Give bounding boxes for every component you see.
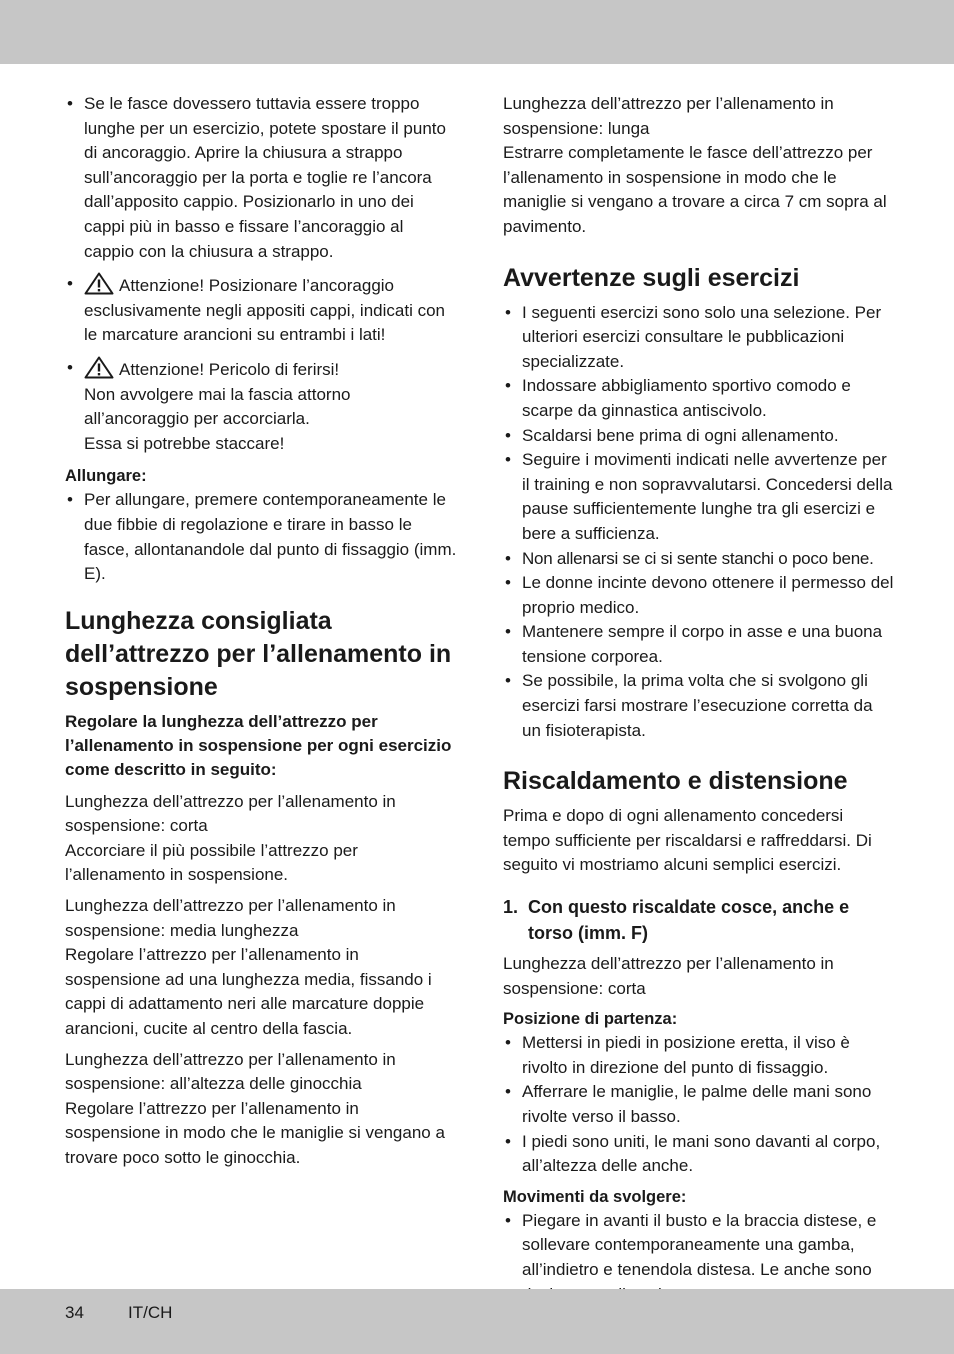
list-item: • I seguenti esercizi sono solo una selezione. Per ulteriori esercizi consultare le pubblicazioni specializzate. (503, 301, 895, 375)
warning-triangle-icon (84, 272, 114, 295)
list-item: • Seguire i movimenti indicati nelle avvertenze per il training e non sopravvalutarsi. Concedersi della pause sufficientemente lunghe tra gli esercizi e bere a sufficienza. (503, 448, 895, 546)
length-short-paragraph: Lunghezza dell’attrezzo per l’allenamento in sospensione: corta Accorciare il più possibile l’attrezzo per l’allenamento in sospensione. (65, 791, 396, 885)
start-position-list (503, 1031, 895, 1179)
section-title: Lunghezza consigliata dell’attrezzo per l’allenamento in sospensione (65, 606, 452, 701)
list-item: • Se le fasce dovessero tuttavia essere troppo lunghe per un esercizio, potete spostare il punto di ancoraggio. Aprire la chiusura a strappo sull’ancoraggio per la porta e toglie re l’ancora dall’apposito cappio. Posizionarlo in uno dei cappi più in basso e fissare l’ancoraggio al cappio con la chiusura a strappo. (65, 92, 457, 264)
page-language: IT/CH (128, 1303, 173, 1322)
allungare-heading: Allungare: (65, 467, 147, 486)
list-item: • Non allenarsi se ci si sente stanchi o poco bene. (503, 547, 895, 572)
list-item: • Attenzione! Posizionare l’ancoraggio esclusivamente negli appositi cappi, indicati con le marcature arancioni su entrambi i lati! (65, 272, 457, 348)
list-item: • Se possibile, la prima volta che si svolgono gli esercizi farsi mostrare l’esecuzione corretta da un fisioterapista. (503, 669, 895, 743)
section-intro: Regolare la lunghezza dell’attrezzo per l’allenamento in sospensione per ogni esercizio come descritto in seguito: (65, 711, 452, 779)
list-item: • Afferrare le maniglie, le palme delle mani sono rivolte verso il basso. (503, 1080, 895, 1129)
warning-triangle-icon (84, 356, 114, 379)
length-long-paragraph: Lunghezza dell’attrezzo per l’allenamento in sospensione: lunga Estrarre completamente le fasce dell’attrezzo per l’allenamento in sospensione in modo che le maniglie si vengano a trovare a circa 7 cm sopra al pavimento. (503, 94, 887, 236)
warnings-title: Avvertenze sugli esercizi (503, 263, 800, 292)
list-item: • Indossare abbigliamento sportivo comodo e scarpe da ginnastica antiscivolo. (503, 374, 895, 423)
warmup-title: Riscaldamento e distensione (503, 767, 848, 796)
list-item: • Mettersi in piedi in posizione eretta, il viso è rivolto in direzione del punto di fissaggio. (503, 1031, 895, 1080)
exercise-title: 1. Con questo riscaldate cosce, anche e torso (imm. F) (503, 894, 895, 946)
allungare-bullets (65, 488, 457, 586)
movements-heading: Movimenti da svolgere: (503, 1187, 687, 1206)
list-item: • Piegare in avanti il busto e la braccia distese, e sollevare contemporaneamente una gamba, all’indietro e tenendola distesa. Le anche sono (503, 1209, 895, 1307)
start-position-heading: Posizione di partenza: (503, 1010, 678, 1029)
left-column (65, 92, 457, 1171)
list-item: • Per allungare, premere contemporaneamente le due fibbie di regolazione e tirare in basso le fasce, allontanandole dal punto di fissaggio (imm. E). (65, 488, 457, 586)
length-medium-paragraph: Lunghezza dell’attrezzo per l’allenamento in sospensione: media lunghezza Regolare l’attrezzo per l’allenamento in sospensione ad una lunghezza media, fissando i cappi di adattamento neri alle marcature doppie arancioni, cucite al centro della fascia. (65, 896, 432, 1039)
anchor-bullets (65, 92, 457, 456)
exercise-length: Lunghezza dell’attrezzo per l’allenamento in sospensione: corta (503, 954, 834, 998)
list-item: • I piedi sono uniti, le mani sono davanti al corpo, all’altezza delle anche. (503, 1130, 895, 1179)
list-item: • Attenzione! Pericolo di ferirsi! Non avvolgere mai la fascia attorno all’ancoraggio per accorciarla. Essa si potrebbe staccare! (65, 356, 457, 456)
page-number: 34 (65, 1303, 84, 1322)
list-item: • Scaldarsi bene prima di ogni allenamento. (503, 424, 895, 449)
warnings-list (503, 301, 895, 744)
warmup-paragraph: Prima e dopo di ogni allenamento concedersi tempo sufficiente per riscaldarsi e raffreddarsi. Di seguito vi mostriamo alcuni semplici esercizi. (503, 806, 872, 875)
exercise-number: 1. (503, 897, 519, 918)
list-item: • Le donne incinte devono ottenere il permesso del proprio medico. (503, 571, 895, 620)
list-item: • Mantenere sempre il corpo in asse e una buona tensione corporea. (503, 620, 895, 669)
right-column (503, 92, 895, 1307)
top-band (0, 0, 954, 64)
length-knee-paragraph: Lunghezza dell’attrezzo per l’allenamento in sospensione: all’altezza delle ginocchia Regolare l’attrezzo per l’allenamento in sospensione in modo che le maniglie si vengano a trovare poco sotto le ginocchia. (65, 1049, 445, 1167)
